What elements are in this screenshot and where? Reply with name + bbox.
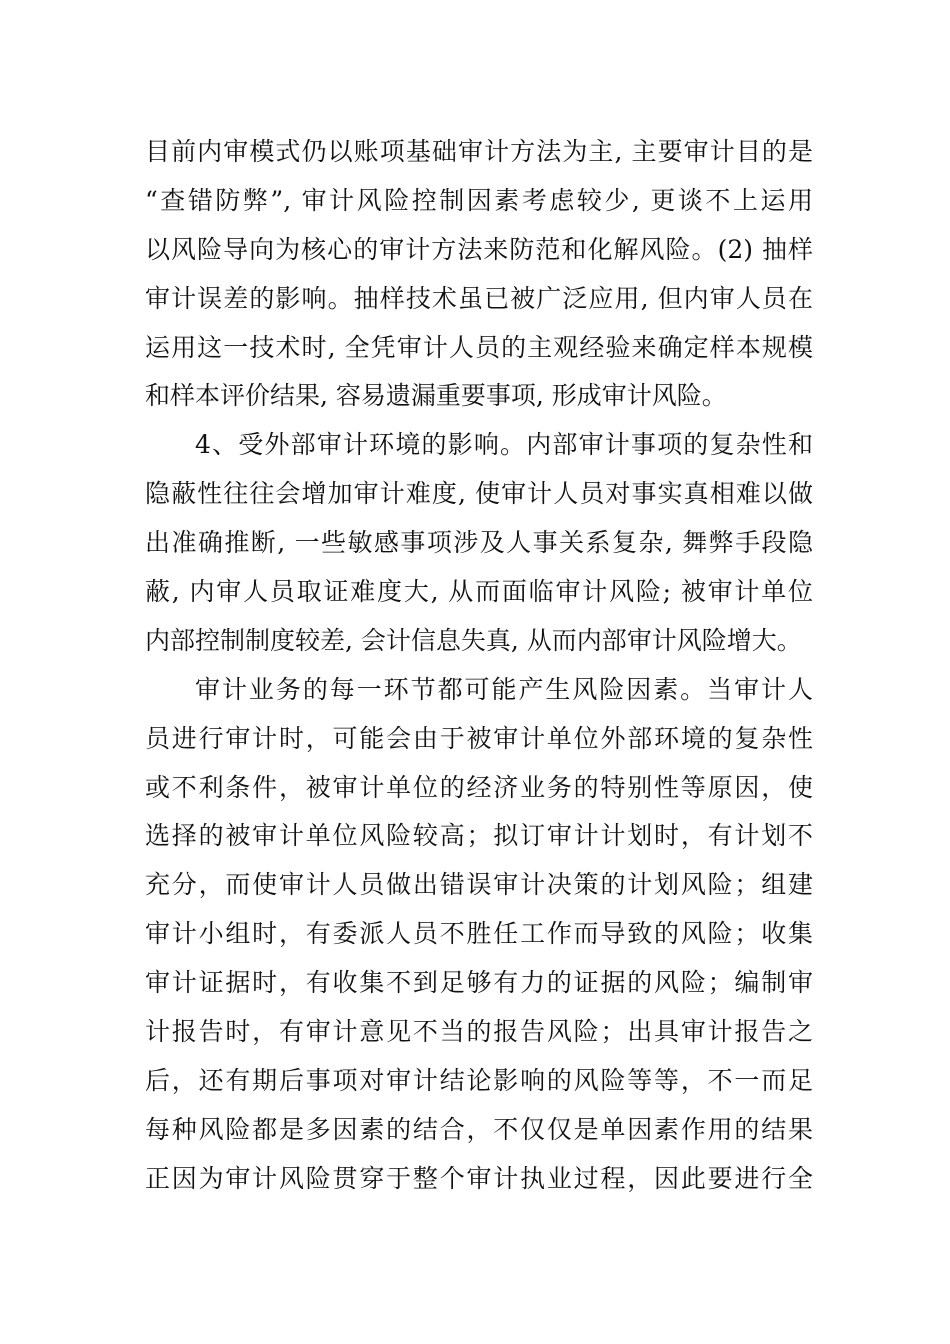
text-line-12: 审计业务的每一环节都可能产生风险因素。当审计人 [195, 674, 813, 704]
body-text [145, 128, 813, 1204]
text-line-10: 蔽, 内审人员取证难度大, 从而面临审计风险; 被审计单位 [145, 577, 813, 607]
text-line-11: 内部控制制度较差, 会计信息失真, 从而内部审计风险增大。 [145, 625, 802, 655]
text-line-19: 计报告时，有审计意见不当的报告风险；出具审计报告之 [145, 1017, 813, 1047]
text-line-3: 以风险导向为核心的审计方法来防范和化解风险。(2) 抽样 [145, 234, 813, 264]
text-line-5: 运用这一技术时, 全凭审计人员的主观经验来确定样本规模 [145, 332, 813, 362]
text-line-14: 或不利条件，被审计单位的经济业务的特别性等原因，使 [145, 772, 813, 802]
text-line-1: 目前内审模式仍以账项基础审计方法为主, 主要审计目的是 [145, 137, 813, 166]
text-line-17: 审计小组时，有委派人员不胜任工作而导致的风险；收集 [145, 919, 813, 949]
text-line-7: 4、受外部审计环境的影响。内部审计事项的复杂性和 [195, 430, 813, 460]
text-line-4: 审计误差的影响。抽样技术虽已被广泛应用, 但内审人员在 [145, 283, 813, 313]
text-line-21: 每种风险都是多因素的结合，不仅仅是单因素作用的结果 [145, 1114, 813, 1144]
text-line-20: 后，还有期后事项对审计结论影响的风险等等，不一而足 [145, 1065, 813, 1095]
text-line-18: 审计证据时，有收集不到足够有力的证据的风险；编制审 [145, 968, 813, 998]
text-line-22: 正因为审计风险贯穿于整个审计执业过程，因此要进行全 [145, 1163, 813, 1193]
text-line-16: 充分，而使审计人员做出错误审计决策的计划风险；组建 [145, 870, 813, 900]
text-line-15: 选择的被审计单位风险较高；拟订审计计划时，有计划不 [145, 821, 813, 851]
text-line-8: 隐蔽性往往会增加审计难度, 使审计人员对事实真相难以做 [145, 479, 813, 509]
text-line-13: 员进行审计时，可能会由于被审计单位外部环境的复杂性 [145, 723, 813, 753]
text-line-6: 和样本评价结果, 容易遗漏重要事项, 形成审计风险。 [145, 381, 727, 411]
text-line-2: “查错防弊”, 审计风险控制因素考虑较少, 更谈不上运用 [145, 185, 813, 215]
text-line-9: 出准确推断, 一些敏感事项涉及人事关系复杂, 舞弊手段隐 [145, 528, 813, 558]
